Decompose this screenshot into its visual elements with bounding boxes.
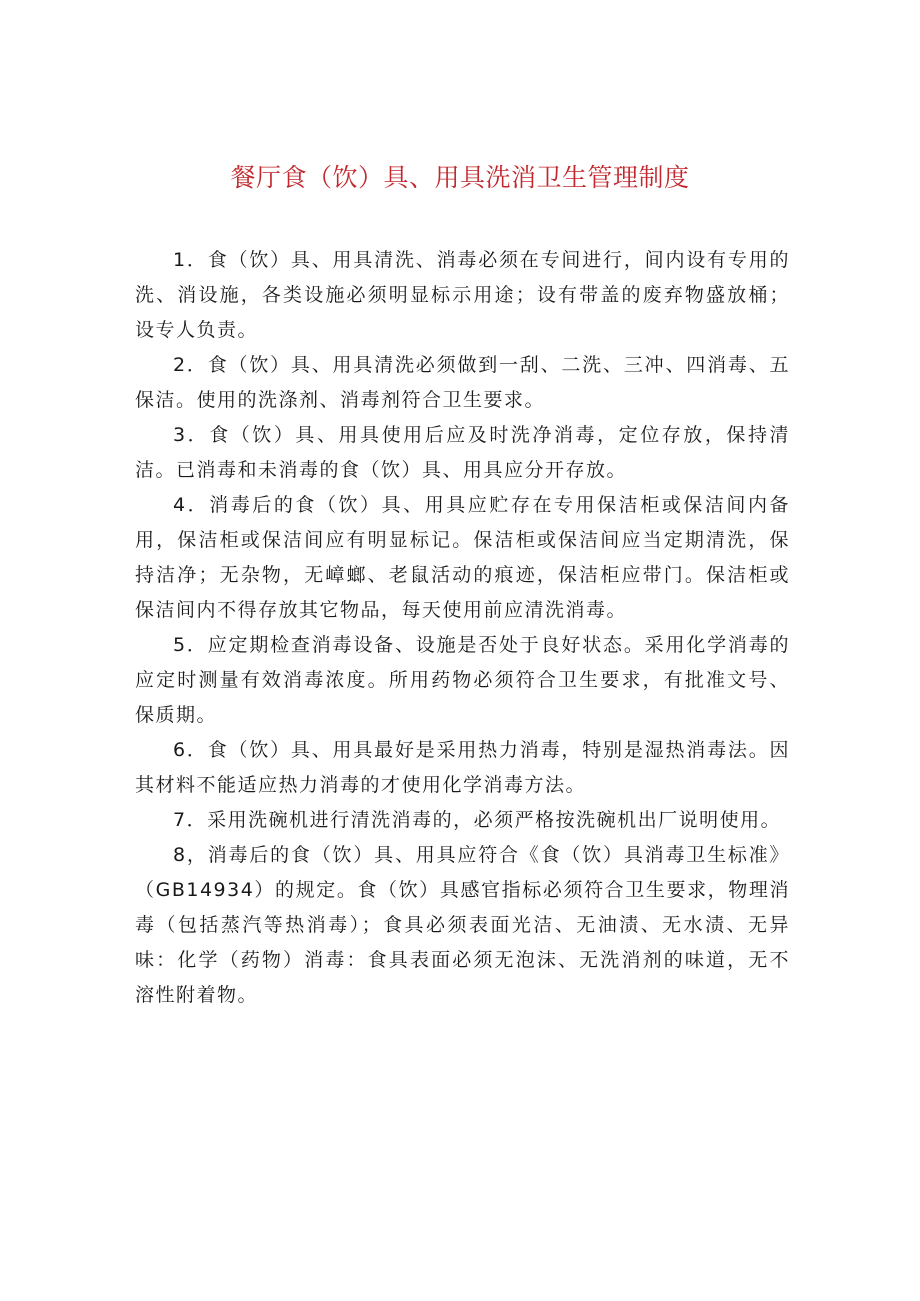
clause-2: 2．食（饮）具、用具清洗必须做到一刮、二洗、三冲、四消毒、五保洁。使用的洗涤剂、消毒剂符合卫生要求。 — [135, 354, 790, 411]
document-body — [135, 243, 790, 1013]
document-title: 餐厅食（饮）具、用具洗消卫生管理制度 — [230, 163, 690, 192]
clause-8: 8，消毒后的食（饮）具、用具应符合《食（饮）具消毒卫生标准》（GB14934）的规定。食（饮）具感官指标必须符合卫生要求，物理消毒（包括蒸汽等热消毒）；食具必须表面光洁、无油渍、无水渍、无异味：化学（药物）消毒：食具表面必须无泡沫、无洗消剂的味道，无不溶性附着物。 — [135, 844, 790, 1006]
clause-1: 1．食（饮）具、用具清洗、消毒必须在专间进行，间内设有专用的洗、消设施，各类设施必须明显标示用途；设有带盖的废弃物盛放桶；设专人负责。 — [135, 249, 790, 341]
clause-4: 4．消毒后的食（饮）具、用具应贮存在专用保洁柜或保洁间内备用，保洁柜或保洁间应有明显标记。保洁柜或保洁间应当定期清洗，保持洁净；无杂物，无嶂螂、老鼠活动的痕迹，保洁柜应带门。保洁柜或保洁间内不得存放其它物品，每天使用前应清洗消毒。 — [135, 494, 790, 621]
clause-3: 3．食（饮）具、用具使用后应及时洗净消毒，定位存放，保持清洁。已消毒和未消毒的食（饮）具、用具应分开存放。 — [135, 424, 790, 481]
clause-6: 6．食（饮）具、用具最好是采用热力消毒，特别是湿热消毒法。因其材料不能适应热力消毒的才使用化学消毒方法。 — [135, 739, 790, 796]
clause-7: 7．采用洗碗机进行清洗消毒的，必须严格按洗碗机出厂说明使用。 — [173, 809, 782, 831]
clause-5: 5．应定期检查消毒设备、设施是否处于良好状态。采用化学消毒的应定时测量有效消毒浓度。所用药物必须符合卫生要求，有批准文号、保质期。 — [135, 634, 790, 726]
